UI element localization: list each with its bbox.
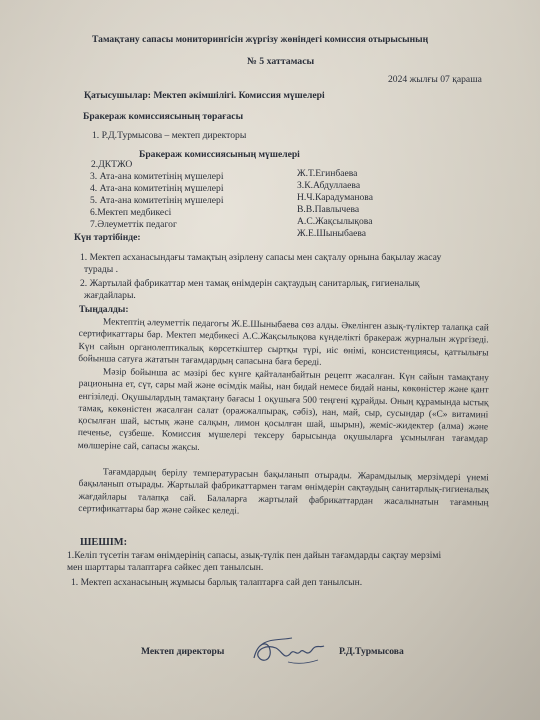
agenda-item-2: 2. Жартылай фабрикаттар мен тамақ өнімдерін сақтаудың санитарлық, гигиеналық	[80, 278, 420, 289]
member-role: 3. Ата-ана комитетінің мүшелері	[90, 171, 224, 182]
member-role: 5. Ата-ана комитетінің мүшелері	[90, 195, 224, 206]
members-heading: Бракераж комиссиясының мүшелері	[139, 149, 300, 160]
hearing-paragraph: Мектептің әлеуметтік педагогы Ж.Е.Шыныбаева сөз алды. Әкелінген азық-түліктер талапқа сай сертификаттары бар. Мектеп медбикесі А.С.Жақсылықова күнделікті бракераж журналын жүргізеді. Күн сайын органолептикалық көрсеткіштер сыртқы түрі, иіс өнімі, консистенциясы, қаттылығы бойынша сатуға жататын тағамдардың сапасына баға береді.	[78, 317, 489, 368]
hearing-paragraph: Мәзір бойынша ас мәзірі бес күнге қайталанбайтын рецепт жасалған. Күн сайын тамақтану рационына ет, сүт, сары май және өсімдік майы, нан бидай немесе бидай наны, көкөністер және қант енгізіледі. Оқушылардың тамақтану бағасы 1 оқушыға 500 теңгені құрайды. Оның құрамында ыстық тамақ, көкөністен жасалған салат (оражжалпырақ, сәбіз), нан, май, сыр, сусындар («С» витамині қосылған шай, ыстық және салқын, лимон қосылған шай, шырын), жеміс-жидектер (алма) және печенье, сүзбеше. Комиссия мүшелері тексеру барысында оқушыларға ұсынылған тағамдар мөлшеріне сай, сапасы жақсы.	[77, 367, 489, 453]
hearing-paragraph: Тағамдардың берілу температурасын бақыланып отырады. Жарамдылық мерзімдері үнемі бақыланып отырады. Жартылай фабрикаттармен тағам өнімдерін сақтаудың санитарлық-гигиеналық жағдайлары талапқа сай. Балаларға жартылай фабрикаттардан жасалынатын тағамның сертификаттары бар және сәйкес келеді.	[78, 467, 489, 517]
member-name: Ж.Т.Егинбаева	[297, 168, 358, 179]
chair-item: 1. Р.Д.Турмысова – мектеп директоры	[92, 130, 247, 141]
member-role: 6.Мектеп медбикесі	[90, 207, 172, 218]
decision-heading: ШЕШІМ:	[80, 537, 128, 548]
decision-item-1: 1.Келіп түсетін тағам өнімдерінің сапасы, азық-түлік пен дайын тағамдарды сақтау мерзімі	[67, 550, 442, 561]
agenda-item-1: 1. Мектеп асханасындағы тамақтың әзірлену сапасы мен сақталу орнына бақылау жасау	[80, 252, 442, 263]
decision-item-2: 1. Мектеп асханасының жұмысы барлық талаптарға сай деп танылсын.	[71, 577, 363, 588]
member-name: А.С.Жақсылықова	[297, 216, 373, 227]
document-number: № 5 хаттамасы	[247, 56, 315, 67]
hearing-heading: Тыңдалды:	[79, 304, 129, 315]
signature-name: Р.Д.Турмысова	[339, 646, 404, 657]
document-title: Тамақтану сапасы мониторингісін жүргізу жөніндегі комиссия отырысының	[92, 34, 429, 45]
attendees-line: Қатысушылар: Мектеп әкімшілігі. Комиссия мүшелері	[84, 90, 325, 101]
member-name: Н.Ч.Карадуманова	[297, 192, 373, 203]
document-date: 2024 жылғы 07 қараша	[388, 74, 482, 85]
chair-heading: Бракераж комиссиясының төрағасы	[83, 111, 244, 122]
agenda-heading: Күн тәртібінде:	[74, 232, 141, 243]
member-role: 4. Ата-ана комитетінің мүшелері	[90, 183, 224, 194]
agenda-item-2-cont: жағдайлары.	[84, 290, 136, 301]
decision-item-1-cont: мен шарттары талаптарға сәйкес деп танылсын.	[67, 562, 264, 573]
member-name: В.В.Павлычева	[297, 204, 360, 215]
signature-role: Мектеп директоры	[141, 646, 225, 657]
member-role: 7.Әлеуметтік педагог	[90, 219, 177, 230]
member-name: З.К.Абдуллаева	[297, 180, 361, 191]
agenda-item-1-cont: турады .	[84, 264, 119, 275]
member-role: 2.ДКТЖО	[91, 159, 133, 170]
member-name: Ж.Е.Шыныбаева	[297, 228, 367, 239]
handwritten-signature	[248, 634, 328, 670]
